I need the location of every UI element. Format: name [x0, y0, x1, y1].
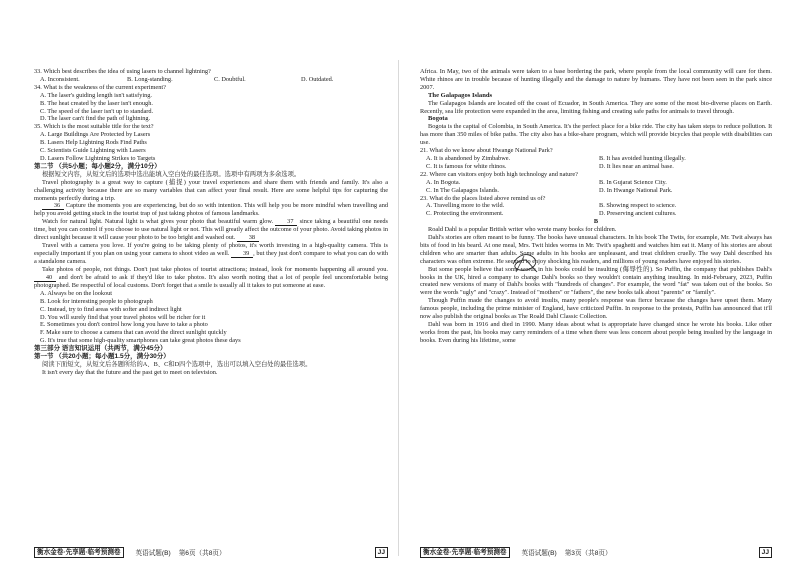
q22-option-a: A. In Bogota. — [426, 178, 461, 186]
q23-option-a: A. Travelling more to the wild. — [426, 202, 505, 210]
q35-stem: 35. Which is the most suitable title for the text? — [34, 123, 154, 131]
q22-option-c: C. In The Galapagos Islands. — [426, 186, 499, 194]
passage-paragraph-3-start: Watch for natural light. Natural light is what gives your photo that beautiful warm glow. — [42, 218, 274, 226]
passage-b-paragraph-3: But some people believe that some words in his books could be insulting (侮辱性的). So Puffin, the company that publishes Dahl's books in the UK, hired a company to change Dahl's books so they wouldn't contain anything insulting. In mid-February, 2023, Puffin created new versions of many of Dahl's books with "hundreds of changes". For example, the word "fat" was taken out of the books. So were the words "ugly" and "crazy". Instead of "mothers" or "fathers", the new books talk about "parents" or "family". — [420, 265, 772, 297]
q21-options-row-1 — [420, 155, 772, 163]
passage-paragraph-2-text: Capture the moments you are experiencing, but do so with intention. This will help you be more mindful when travelling and help you avoid getting stuck in the tourist trap of just taking photos of famous landmarks. — [34, 202, 388, 218]
q34-option-a: A. The laser's guiding length isn't satisfying. — [40, 91, 152, 99]
tip-option-g: G. It's true that some high-quality smartphones can take great photos these days — [40, 337, 241, 345]
q35-option-d: D. Lasers Follow Lightning Strikes to Targets — [40, 154, 156, 162]
footer-brand: 衡水金卷·先享题·临考预测卷 — [34, 547, 124, 558]
q35-option-a: A. Large Buildings Are Protected by Lasers — [40, 131, 151, 139]
blank-40[interactable]: 40 — [34, 274, 56, 282]
passage-paragraph-4 — [34, 242, 388, 266]
africa-paragraph: Africa. In May, two of the animals were taken to a base bordering the park, where people from the local community will care for them. White rhinos are in trouble because of hunting illegally and the damage to nature by humans. They have not been seen in the park since 2007. — [420, 68, 772, 91]
part-3-instruction: 阅读下面短文，从短文后各题所给的A、B、C和D四个选项中，选出可以填入空白处的最佳选项。 — [42, 361, 312, 368]
passage-paragraph-4-end: , but they just don't compare to what you can do with a standalone camera. — [34, 250, 388, 266]
galapagos-title: The Galapagos Islands — [428, 91, 493, 99]
tip-option-d: D. You will surely find that your travel photos will be richer for it — [40, 313, 206, 321]
passage-b-paragraph-2: Dahl's stories are often meant to be funny. The books have unusual characters. In his book The Twits, for example, Mr. Twit always has bits of food in his beard. At one meal, Mrs. Twit hides worms in Mr. Twit's spaghetti and watches him eat it. Many of his stories are about children who are smarter than adults. Some adults in his books are unpleasant, and treat children cruelly. The way Dahl described his characters was often extreme. He seemed to enjoy shocking his readers, and millions of young readers have enjoyed his stories. — [420, 234, 772, 265]
q33-option-b: B. Long-standing. — [127, 75, 173, 83]
blank-39[interactable]: 39 — [231, 250, 253, 258]
tip-option-a: A. Always be on the lookout — [40, 289, 113, 297]
passage-paragraph-5 — [34, 266, 388, 290]
q23-options-row-1 — [420, 202, 772, 210]
passage-b-paragraph-1: Roald Dahl is a popular British writer who wrote many books for children. — [428, 226, 617, 234]
q35-option-b: B. Lasers Help Lightning Rods Find Paths — [40, 139, 147, 147]
tip-option-b: B. Look for interesting people to photograph — [40, 297, 153, 305]
tip-option-c: C. Instead, try to find areas with softer and indirect light — [40, 305, 182, 313]
passage-paragraph-4-start: Travel with a camera you love. If you're going to be taking plenty of photos, it's worth investing in a high-quality camera. This is especially important if you plan on using your camera to shoot video as well. — [34, 242, 388, 258]
footer-code: JJ — [375, 547, 388, 558]
handwritten-scribble-mark — [510, 250, 540, 276]
q22-option-d: D. In Hwange National Park. — [599, 186, 673, 194]
blank-38[interactable]: 38 — [237, 234, 259, 242]
q34-option-b: B. The heat created by the laser isn't enough. — [40, 99, 153, 107]
part-3-section-1-heading: 第一节 （共20小题；每小题1.5分，满分30分） — [34, 353, 170, 361]
passage-b-paragraph-4: Though Puffin made the changes to avoid insults, many people's response was fierce because the changes have upset them. Many famous people, including the prime minister of England, have criticized Puffin. In response to the protests, Puffin has announced that it'll now also publish the original books as The Roald Dahl Classic Collection. — [420, 297, 772, 321]
passage-paragraph-3-end: since taking a beautiful one needs time, but you can control if you choose to use natural light or not. This will greatly affect the outcome of your photo. Avoid taking photos in direct sunlight because it will cause your photo to be too bright and washed out. — [34, 218, 389, 242]
q33-options — [34, 76, 388, 84]
right-page — [400, 0, 800, 566]
q22-stem: 22. Where can visitors enjoy both high technology and nature? — [420, 170, 578, 178]
passage-paragraph-3 — [34, 218, 388, 242]
q22-options-row-2 — [420, 187, 772, 195]
tip-option-e: E. Sometimes you don't control how long you have to take a photo — [40, 321, 208, 329]
section-2-instruction: 根据短文内容，从短文后的选项中选出能填入空白处的最佳选项。选项中有两项为多余选项。 — [42, 170, 301, 178]
passage-paragraph-5-start: Take photos of people, not things. Don't just take photos of tourist attractions; instead, look for moments happening all around you. — [42, 266, 388, 274]
q21-option-c: C. It is famous for white rhinos. — [426, 162, 507, 170]
cloze-first-line: It isn't every day that the future and the past get to meet on television. — [42, 368, 218, 376]
footer-paper-title: 英语试题(B) — [135, 550, 171, 557]
passage-b-paragraph-5: Dahl was born in 1916 and died in 1990. Many ideas about what is appropriate have changed since he wrote his books. Like other works from the past, his books may carry reminders of a time when there was less concern about people being insulted by the language in books. Even during his lifetime, some — [420, 321, 772, 344]
q22-options-row-1 — [420, 179, 772, 187]
q34-option-d: D. The laser can't find the path of lightning. — [40, 115, 151, 123]
passage-paragraph-5-end: and don't be afraid to ask if they'd like to take photos. It's also worth noting that a lot of people feel uncomfortable being photographed. Be respectful of local customs. Don't forget that a smile is usually all it takes to put someone at ease. — [34, 273, 388, 289]
tip-option-f: F. Make sure to choose a camera that can avoid the direct sunlight quickly — [40, 329, 227, 337]
q33-option-a: A. Inconsistent. — [40, 75, 80, 83]
footer-page-number: 第3页（共8页） — [564, 550, 612, 557]
right-column — [420, 68, 772, 345]
q33-option-d: D. Outdated. — [301, 75, 334, 83]
footer-page-number: 第6页（共8页） — [178, 550, 226, 557]
left-page-footer — [34, 546, 388, 558]
q21-option-d: D. It lies near an animal base. — [599, 162, 674, 170]
bogota-title: Bogota — [428, 115, 448, 123]
section-2-heading: 第二节 （共5小题；每小题2分，满分10分） — [34, 162, 161, 170]
q21-option-a: A. It is abandoned by Zimbabwe. — [426, 154, 511, 162]
q34-stem: 34. What is the weakness of the current experiment? — [34, 83, 166, 91]
q23-option-d: D. Preserving ancient cultures. — [599, 210, 677, 218]
q23-stem: 23. What do the places listed above remind us of? — [420, 194, 546, 202]
q21-option-b: B. It has avoided hunting illegally. — [599, 154, 686, 162]
q33-stem: 33. Which best describes the idea of using lasers to channel lightning? — [34, 68, 211, 75]
part-3-heading: 第三部分 语言知识运用（共两节，满分45分） — [34, 345, 167, 353]
q33-option-c: C. Doubtful. — [214, 75, 246, 83]
blank-36[interactable]: 36 — [42, 202, 64, 210]
passage-paragraph-2 — [34, 202, 388, 218]
bogota-paragraph: Bogota is the capital of Colombia, in South America. It's the perfect place for a bike ride. The city has taken steps to reduce pollution. It has more than 350 miles of bike paths. The city also has a bike-share program, which will provide bicycles that people with disabilities can use. — [420, 123, 772, 147]
footer-code: JJ — [759, 547, 772, 558]
q23-option-c: C. Protecting the environment. — [426, 210, 504, 218]
q21-options-row-2 — [420, 163, 772, 171]
section-b-label: B — [593, 218, 599, 226]
left-column — [34, 68, 388, 377]
q23-option-b: B. Showing respect to science. — [599, 202, 677, 210]
footer-brand: 衡水金卷·先享题·临考预测卷 — [420, 547, 510, 558]
right-page-footer — [420, 546, 772, 558]
blank-37[interactable]: 37 — [275, 218, 297, 226]
galapagos-paragraph: The Galapagos Islands are located off the coast of Ecuador, in South America. They are some of the most bio-diverse places on Earth. Recently, sea life protection were expanded in the area, limiting fishing and creating safe paths for animals to travel through. — [420, 99, 772, 115]
passage-paragraph-1: Travel photography is a great way to capture (捕捉) your travel experiences and share them with friends and family. It's also a challenging activity because there are so many variables that can affect your final result. Here are some helpful tips for capturing the moments perfectly during a trip. — [34, 178, 388, 202]
q22-option-b: B. In Gujarat Science City. — [599, 178, 667, 186]
footer-paper-title: 英语试题(B) — [521, 550, 557, 557]
q21-stem: 21. What do we know about Hwange National Park? — [420, 147, 553, 155]
q34-option-c: C. The speed of the laser isn't up to standard. — [40, 107, 154, 115]
q23-options-row-2 — [420, 210, 772, 218]
q35-option-c: C. Scientists Guide Lightning with Lasers — [40, 147, 146, 155]
